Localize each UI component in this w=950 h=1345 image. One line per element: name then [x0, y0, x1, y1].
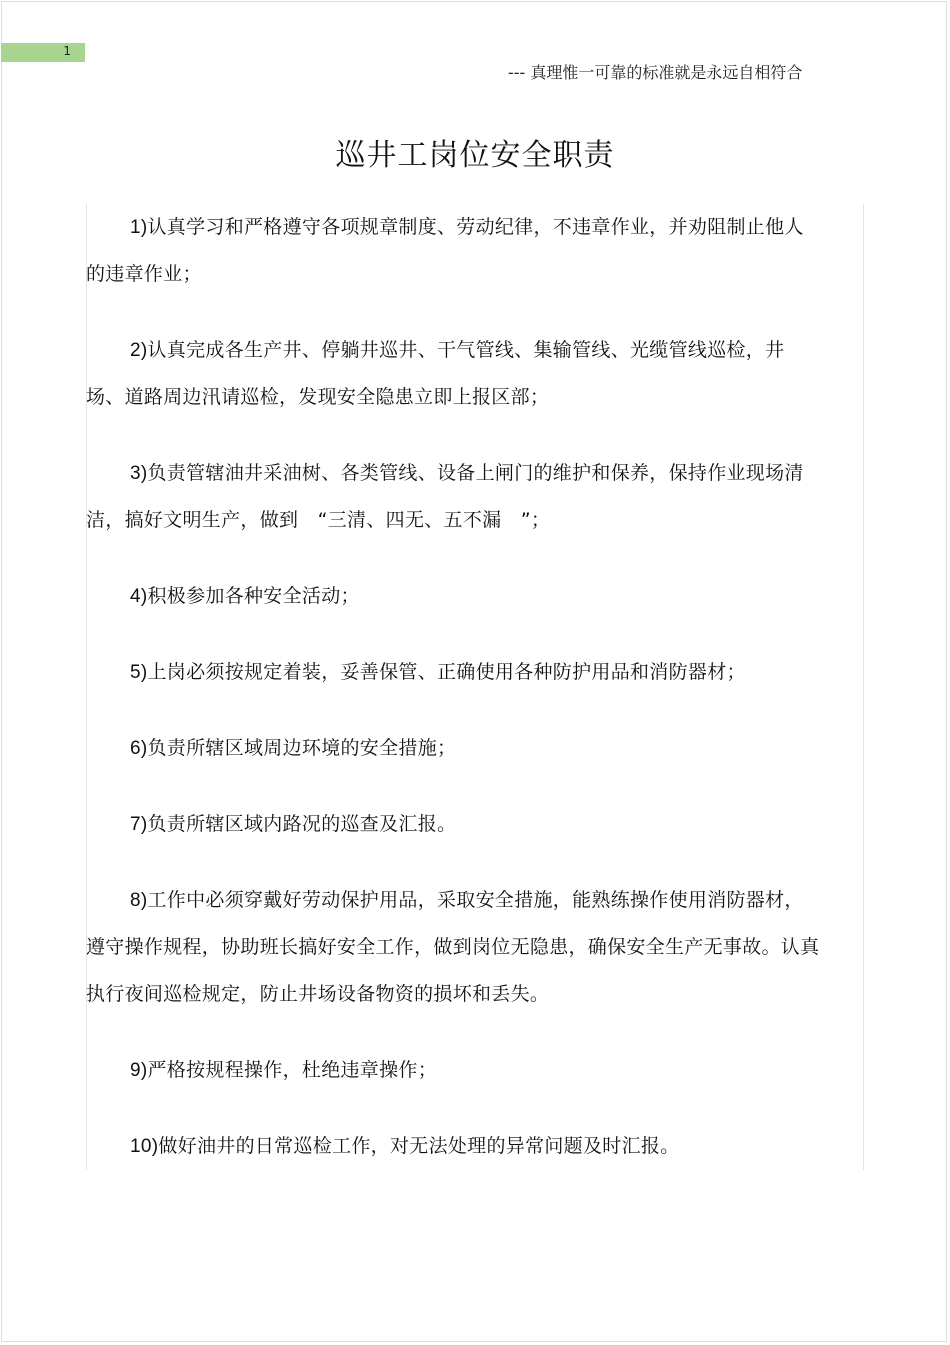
duty-list	[86, 204, 820, 1199]
duty-item-3	[86, 450, 820, 544]
duty-item-9	[86, 1047, 820, 1094]
duty-item-number: 10)	[130, 1136, 159, 1157]
duty-item-10	[86, 1123, 820, 1170]
page-title: 巡井工岗位安全职责	[335, 138, 615, 173]
duty-item-text: 认真完成各生产井、停躺井巡井、干气管线、集输管线、光缆管线巡检，井场、道路周边汛请巡检，发现安全隐患立即上报区部；	[86, 339, 785, 408]
duty-item-5	[86, 649, 820, 696]
duty-item-6	[86, 725, 820, 772]
duty-item-text: 上岗必须按规定着装，妥善保管、正确使用各种防护用品和消防器材；	[147, 661, 746, 683]
page-number-tab	[1, 43, 85, 62]
duty-item-text: 工作中必须穿戴好劳动保护用品，采取安全措施，能熟练操作使用消防器材，遵守操作规程，协助班长搞好安全工作，做到岗位无隐患，确保安全生产无事故。认真执行夜间巡检规定，防止井场设备物资的损坏和丢失。	[86, 889, 820, 1005]
right-margin-rule	[863, 204, 864, 1170]
duty-item-number: 7)	[130, 814, 148, 835]
duty-item-text: 积极参加各种安全活动；	[147, 585, 360, 607]
duty-item-8	[86, 877, 820, 1018]
page-number: 1	[63, 44, 71, 58]
duty-item-7	[86, 801, 820, 848]
duty-item-text: 负责管辖油井采油树、各类管线、设备上闸门的维护和保养，保持作业现场清洁，搞好文明生产，做到 “三清、四无、五不漏 ”；	[86, 462, 804, 531]
duty-item-number: 6)	[130, 738, 148, 759]
duty-item-number: 2)	[130, 340, 148, 361]
duty-item-text: 严格按规程操作，杜绝违章操作；	[147, 1059, 438, 1081]
duty-item-number: 3)	[130, 463, 148, 484]
duty-item-number: 5)	[130, 662, 148, 683]
duty-item-number: 4)	[130, 586, 148, 607]
duty-item-text: 做好油井的日常巡检工作，对无法处理的异常问题及时汇报。	[158, 1135, 680, 1157]
duty-item-number: 9)	[130, 1060, 148, 1081]
duty-item-text: 负责所辖区域周边环境的安全措施；	[147, 737, 457, 759]
duty-item-1	[86, 204, 820, 298]
duty-item-number: 8)	[130, 890, 148, 911]
duty-item-4	[86, 573, 820, 620]
header-quote: --- 真理惟一可靠的标准就是永远自相符合	[508, 63, 803, 82]
duty-item-number: 1)	[130, 217, 148, 238]
duty-item-text: 认真学习和严格遵守各项规章制度、劳动纪律，不违章作业，并劝阻制止他人的违章作业；	[86, 216, 804, 285]
duty-item-2	[86, 327, 820, 421]
duty-item-text: 负责所辖区域内路况的巡查及汇报。	[147, 813, 457, 835]
